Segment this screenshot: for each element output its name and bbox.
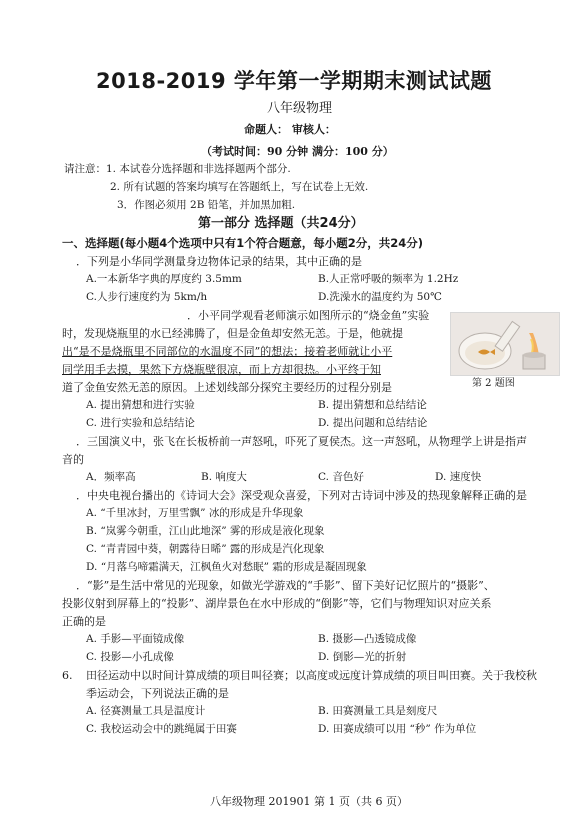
question-3-option-c: C. 音色好 [318,471,364,483]
question-3-stem-line-2: 音的 [62,453,84,466]
notice-line-3: 3．作图必须用 2B 铅笔，并加黑加粗. [117,199,296,211]
question-4-option-c: C. “青青园中葵，朝露待日晞” 露的形成是汽化现象 [86,543,325,555]
question-1-option-c: C.人步行速度约为 5km/h [86,291,208,303]
question-3-option-b: B. 响度大 [201,471,247,483]
question-1-stem: ．下列是小华同学测量身边物体记录的结果，其中正确的是 [76,255,362,268]
question-4-option-b: B. “岚雾今朝重，江山此地深” 雾的形成是液化现象 [86,525,325,537]
exam-info: （考试时间：90 分钟 满分：100 分） [201,145,394,158]
exam-title: 2018-2019 学年第一学期期末测试试题 [96,69,492,93]
notice-line-2: 2. 所有试题的答案均填写在答题纸上，写在试卷上无效. [110,181,369,193]
question-2-stem-line-5: 道了金鱼安然无恙的原因。上述划线部分探究主要经历的过程分别是 [62,381,392,394]
question-2-option-d: D. 提出问题和总结结论 [318,417,428,429]
question-4-option-d: D. “月落乌啼霜满天，江枫鱼火对愁眠” 霜的形成是凝固现象 [86,561,367,573]
goldfish-flask-figure [450,312,560,376]
authors-line: 命题人： 审核人： [244,123,336,136]
question-5-stem-line-1: ．“影”是生活中常见的光现象，如做光学游戏的“手影”、留下美好记忆照片的“摄影”、 [76,579,495,592]
question-3-stem-line-1: ．三国演义中，张飞在长板桥前一声怒吼，吓死了夏侯杰。这一声怒吼，从物理学上讲是指声 [76,435,527,448]
question-3-option-d: D. 速度快 [435,471,482,483]
question-6-option-b: B. 田赛测量工具是刻度尺 [318,705,438,717]
question-6-stem-line-2: 季运动会，下列说法正确的是 [86,687,229,700]
question-5-option-b: B. 摄影—凸透镜成像 [318,633,417,645]
question-6-option-c: C. 我校运动会中的跳绳属于田赛 [86,723,237,735]
section-title: 一、选择题(每小题4个选项中只有1个符合题意，每小题2分，共24分) [62,236,424,250]
question-4-stem: ．中央电视台播出的《诗词大会》深受观众喜爱，下列对古诗词中涉及的热现象解释正确的是 [76,489,527,502]
question-5-stem-line-2: 投影仪射到屏幕上的“投影”、湖岸景色在水中形成的“倒影”等，它们与物理知识对应关系 [62,597,492,610]
question-6-stem-line-1: 田径运动中以时间计算成绩的项目叫径赛；以高度或远度计算成绩的项目叫田赛。关于我校秋 [86,669,537,682]
question-5-option-c: C. 投影—小孔成像 [86,651,174,663]
page-footer: 八年级物理 201901 第 1 页（共 6 页） [210,795,408,808]
question-2-option-a: A. 提出猜想和进行实验 [86,399,195,411]
question-1-option-b: B.人正常呼吸的频率为 1.2Hz [318,273,459,285]
question-4-option-a: A. “千里冰封，万里雪飘” 冰的形成是升华现象 [86,507,304,519]
flask-illustration-icon [451,313,559,375]
figure-caption: 第 2 题图 [472,378,515,389]
question-2-stem-line-1: ．小平同学观看老师演示如图所示的“烧金鱼”实验 [187,309,430,322]
question-5-option-d: D. 倒影—光的折射 [318,651,407,663]
question-6-option-a: A. 径赛测量工具是温度计 [86,705,206,717]
notice-line-1: 请注意：1. 本试卷分选择题和非选择题两个部分. [64,163,291,175]
question-1-option-a: A.一本新华字典的厚度约 3.5mm [86,273,242,285]
question-1-option-d: D.洗澡水的温度约为 50℃ [318,291,442,303]
exam-subtitle: 八年级物理 [267,101,333,116]
question-6-option-d: D. 田赛成绩可以用 “秒” 作为单位 [318,723,477,735]
question-5-stem-line-3: 正确的是 [62,615,106,628]
question-2-option-b: B. 提出猜想和总结结论 [318,399,427,411]
question-2-stem-line-4: 同学用手去摸，果然下方烧瓶壁很凉，而上方却很热。小平终于知 [62,363,381,376]
question-2-stem-line-3: 出“是不是烧瓶里不同部位的水温度不同”的想法；接着老师就让小平 [62,345,393,358]
question-6-number: 6. [62,669,73,682]
question-2-option-c: C. 进行实验和总结结论 [86,417,195,429]
question-5-option-a: A. 手影—平面镜成像 [86,633,185,645]
question-2-stem-line-2: 时，发现烧瓶里的水已经沸腾了，但是金鱼却安然无恙。于是，他就提 [62,327,403,340]
part-title: 第一部分 选择题（共24分） [198,216,364,231]
question-3-option-a: A．频率高 [86,471,136,483]
